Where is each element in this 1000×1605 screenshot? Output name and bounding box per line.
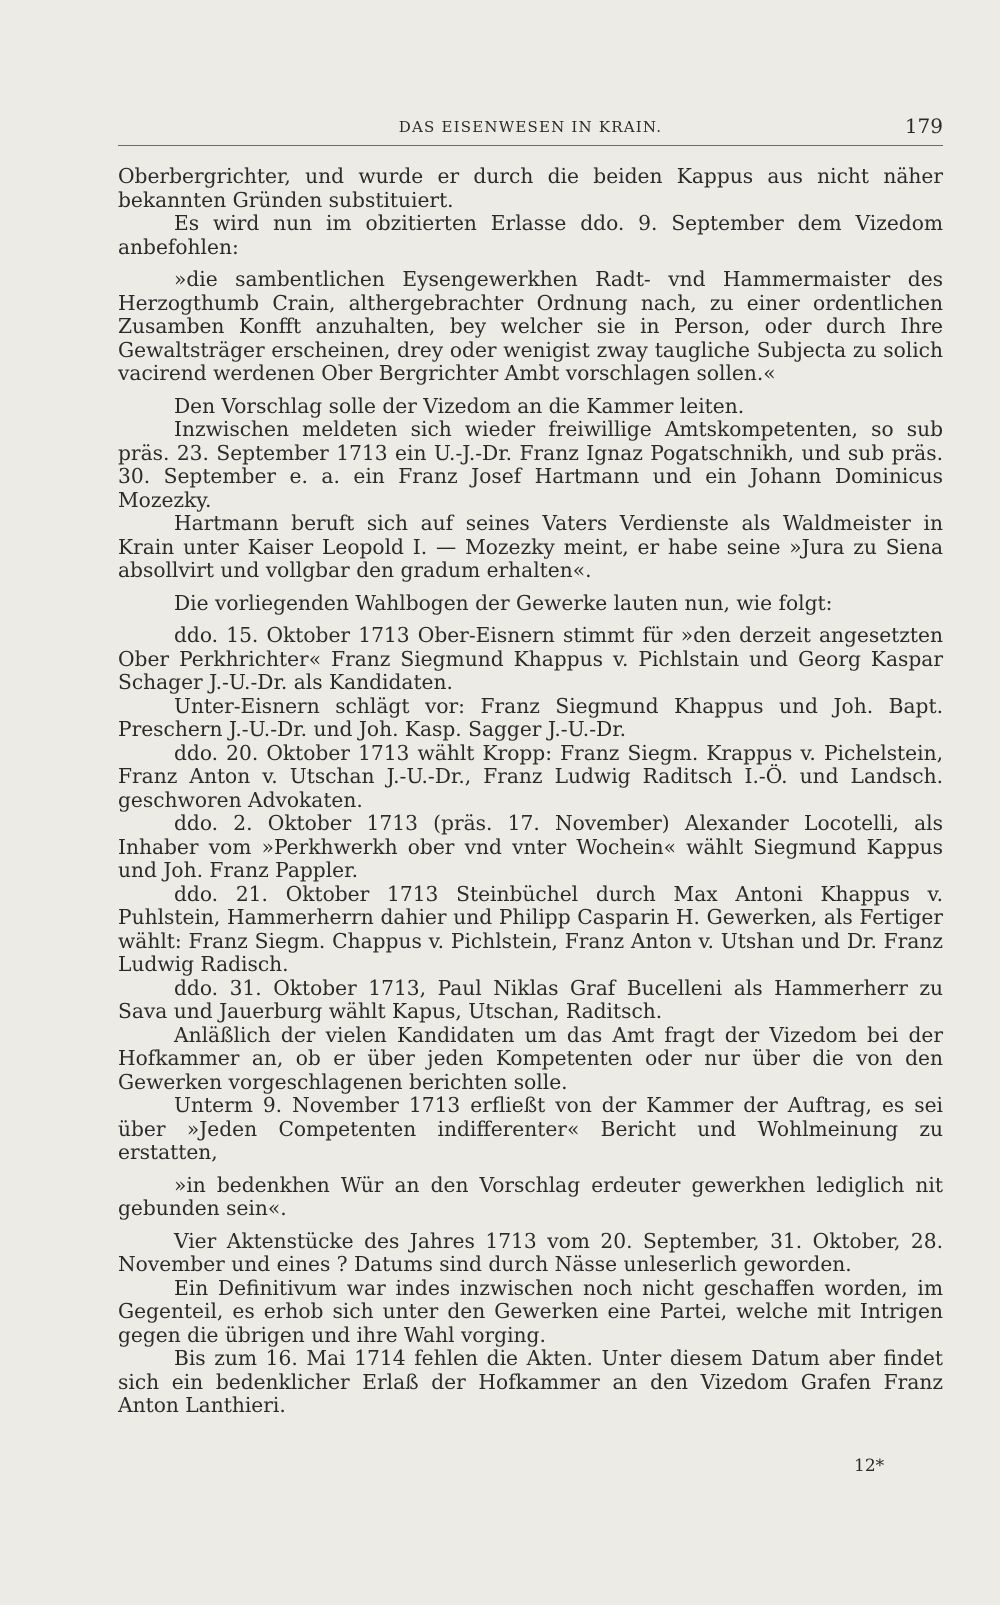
paragraph: Die vorliegenden Wahlbogen der Gewerke lauten nun, wie folgt: xyxy=(174,590,833,615)
paragraph: Oberbergrichter, und wurde er durch die beiden Kappus aus nicht näher bekannten Gründen substituiert. xyxy=(118,164,943,212)
paragraph: Hartmann beruft sich auf seines Vaters Verdienste als Waldmeister in Krain unter Kaiser Leopold I. — Mozezky meint, er habe seine »Jura zu Siena absollvirt und vollgbar den gradum erhalten«. xyxy=(118,511,943,582)
paragraph: Unterm 9. November 1713 erfließt von der Kammer der Auftrag, es sei über »Jeden Competenten indifferenter« Bericht und Wohlmeinung zu erstatten, xyxy=(118,1093,943,1164)
paragraph: ddo. 21. Oktober 1713 Steinbüchel durch Max Antoni Khappus v. Puhlstein, Hammerherrn dahier und Philipp Casparin H. Gewerken, als Fertiger wählt: Franz Siegm. Chappus v. Pichlstein, Franz Anton v. Utshan und Dr. Franz Ludwig Radisch. xyxy=(118,881,943,976)
paragraph: Vier Aktenstücke des Jahres 1713 vom 20. September, 31. Oktober, 28. November und eines ? Datums sind durch Nässe unleserlich geworden. xyxy=(118,1228,943,1276)
running-title: DAS EISENWESEN IN KRAIN. xyxy=(398,118,663,136)
paragraph: ddo. 31. Oktober 1713, Paul Niklas Graf Bucelleni als Hammerherr zu Sava und Jauerburg wählt Kapus, Utschan, Raditsch. xyxy=(118,975,943,1023)
header-rule xyxy=(118,145,943,146)
signature-mark: 12* xyxy=(854,1456,885,1476)
paragraph: Ein Definitivum war indes inzwischen noch nicht geschaffen worden, im Gegenteil, es erhob sich unter den Gewerken eine Partei, welche mit Intrigen gegen die übrigen und ihre Wahl vorging. xyxy=(118,1275,943,1347)
body-text xyxy=(118,165,943,1418)
quote-paragraph: »in bedenkhen Wür an den Vorschlag erdeuter gewerkhen lediglich nit gebunden sein«. xyxy=(118,1172,943,1220)
paragraph: Den Vorschlag solle der Vizedom an die Kammer leiten. xyxy=(174,393,745,418)
paragraph: ddo. 20. Oktober 1713 wählt Kropp: Franz Siegm. Krappus v. Pichelstein, Franz Anton v. Utschan J.-U.-Dr., Franz Ludwig Raditsch I.-Ö. und Landsch. geschworen Advokaten. xyxy=(118,740,943,812)
paragraph: Es wird nun im obzitierten Erlasse ddo. 9. September dem Vizedom anbefohlen: xyxy=(118,211,943,259)
paragraph: Unter-Eisnern schlägt vor: Franz Siegmund Khappus und Joh. Bapt. Preschern J.-U.-Dr. und Joh. Kasp. Sagger J.-U.-Dr. xyxy=(118,693,943,741)
paragraph: Inzwischen meldeten sich wieder freiwillige Amtskompetenten, so sub präs. 23. September 1713 ein U.-J.-Dr. Franz Ignaz Pogatschnikh, und sub präs. 30. September e. a. ein Franz Josef Hartmann und ein Johann Dominicus Mozezky. xyxy=(118,417,943,512)
quote-paragraph: »die sambentlichen Eysengewerkhen Radt- vnd Hammermaister des Herzogthumb Crain, althergebrachter Ordnung nach, zu einer ordentlichen Zusamben Konfft anzuhalten, bey welcher sie in Person, oder durch Ihre Gewaltsträger erscheinen, drey oder wenigist zway taugliche Subjecta zu solich vacirend werdenen Ober Bergrichter Ambt vorschlagen sollen.« xyxy=(118,267,943,385)
paragraph: ddo. 2. Oktober 1713 (präs. 17. November) Alexander Locotelli, als Inhaber vom »Perkhwerkh ober vnd vnter Wochein« wählt Siegmund Kappus und Joh. Franz Pappler. xyxy=(118,811,943,882)
paragraph: Bis zum 16. Mai 1714 fehlen die Akten. Unter diesem Datum aber findet sich ein bedenklicher Erlaß der Hofkammer an den Vizedom Grafen Franz Anton Lanthieri. xyxy=(118,1346,943,1417)
paragraph: ddo. 15. Oktober 1713 Ober-Eisnern stimmt für »den derzeit angesetzten Ober Perkhrichter« Franz Siegmund Khappus v. Pichlstain und Georg Kaspar Schager J.-U.-Dr. als Kandidaten. xyxy=(118,623,943,694)
page-number: 179 xyxy=(904,114,943,138)
paragraph: Anläßlich der vielen Kandidaten um das Amt fragt der Vizedom bei der Hofkammer an, ob er über jeden Kompetenten oder nur über die von den Gewerken vorgeschlagenen berichten solle. xyxy=(118,1022,943,1094)
page-header xyxy=(118,114,943,148)
